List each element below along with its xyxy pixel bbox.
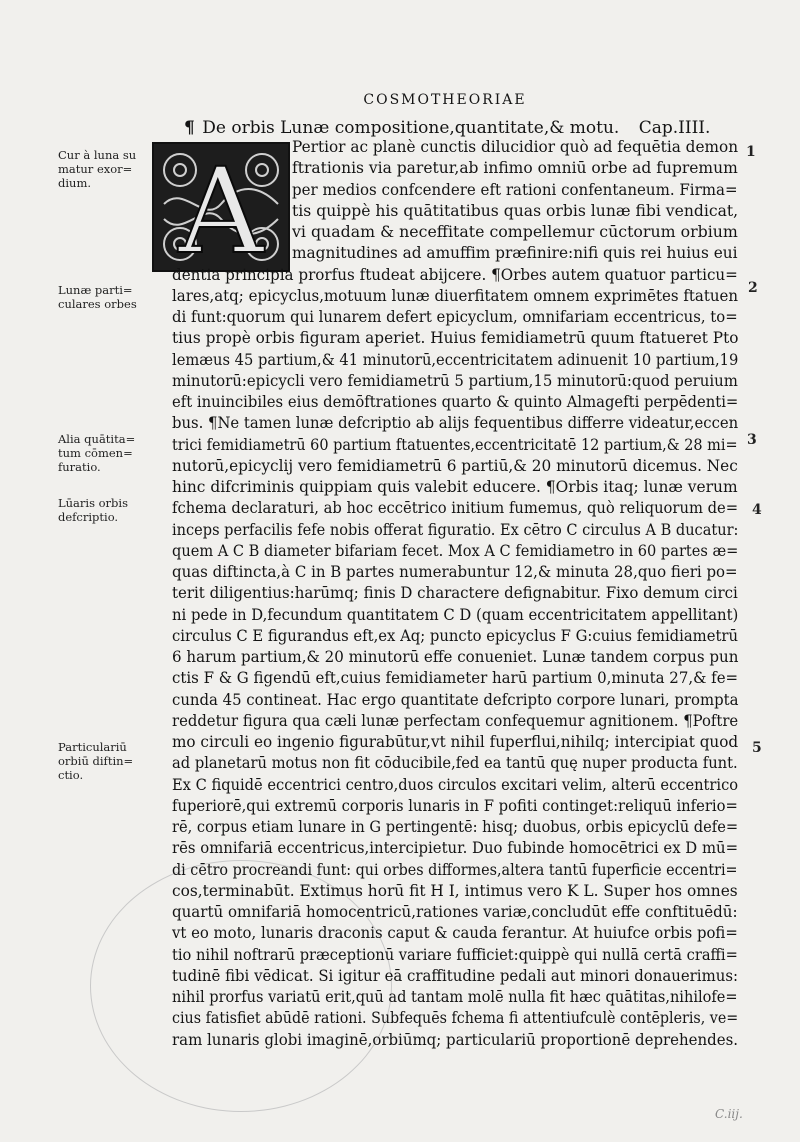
text-line: quas diftincta,à C in B partes numerabuntur 12,& minuta 28,quo fieri po= <box>172 563 738 581</box>
margin-note-line: Lunæ parti= <box>58 283 133 297</box>
pilcrow-mark: ¶ <box>184 118 195 138</box>
margin-note-line: furatio. <box>58 460 101 474</box>
text-line: lares,atq; epicyclus,motuum lunæ diuerfitatem omnem exprimētes ftatuen <box>172 286 739 305</box>
text-line: fchema declaraturi, ab hoc eccētrico initium fumemus, quò reliquorum de= <box>172 499 739 518</box>
text-line: trici femidiametrū 60 partium ftatuentes,eccentricitatē 12 partium,& 28 mi= <box>172 435 738 454</box>
margin-note-line: ctio. <box>58 768 84 782</box>
text-line: rē, corpus etiam lunare in G pertingentē: hisq; duobus, orbis epicyclū defe= <box>172 818 739 836</box>
margin-note-line: Cur à luna su <box>58 148 137 162</box>
text-line: lemæus 45 partium,& 41 minutorū,eccentricitatem adinuenit 10 partium,19 <box>172 350 739 369</box>
text-line: per medios confcendere eft rationi confentaneum. Firma= <box>292 180 738 199</box>
chapter-title: De orbis Lunæ compositione,quantitate,& motu. <box>202 118 620 138</box>
text-line: vt eo moto, lunaris draconis caput & cauda ferantur. At huiufce orbis pofi= <box>172 924 738 943</box>
margin-note-line: Alia quātita= <box>58 432 136 446</box>
text-line: tudinē fibi vēdicat. Si igitur eā craffitudine pedali aut minori donauerimus: <box>172 966 738 985</box>
text-line: magnitudines ad amuffim præfinire:nifi quis rei huius eui <box>292 244 738 263</box>
text-line: hinc difcriminis quippiam quis valebit educere. ¶Orbis itaq; lunæ verum <box>172 478 738 496</box>
text-line: dentia principia prorfus ftudeat abijcere. ¶Orbes autem quatuor particu= <box>172 265 738 284</box>
text-line: ctis F & G figendū eft,cuius femidiameter harū partium 0,minuta 27,& fe= <box>172 669 739 688</box>
text-line: bus. ¶Ne tamen lunæ defcriptio ab alijs fequentibus differre videatur,eccen <box>172 414 739 433</box>
text-line: Pertior ac planè cunctis dilucidior quò ad fequētia demon <box>292 138 739 156</box>
margin-note-line: matur exor= <box>58 162 133 176</box>
text-line: reddetur figura qua cæli lunæ perfectam confequemur agnitionem. ¶Poftre <box>172 711 739 730</box>
text-line: mo circuli eo ingenio figurabūtur,vt nihil fuperflui,nihilq; intercipiat quod <box>172 733 739 751</box>
chapter-heading <box>184 118 724 138</box>
text-line: quartū omnifariā homocentricū,rationes variæ,concludūt effe conftituēdū: <box>172 903 738 921</box>
text-line: tis quippè his quātitatibus quas orbis lunæ fibi vendicat, <box>292 201 739 220</box>
catchword: C.iij. <box>715 1107 743 1121</box>
text-line: cos,terminabūt. Extimus horū fit H I, intimus vero K L. Super hos omnes <box>172 881 738 900</box>
text-line: ni pede in D,fecundum quantitatem C D (quam eccentricitatem appellitant) <box>172 605 739 624</box>
text-line: ram lunaris globi imaginē,orbiūmq; particulariū proportionē deprehendes. <box>172 1030 739 1049</box>
margin-note <box>58 432 153 474</box>
text-line: nutorū,epicyclij vero femidiametrū 6 partiū,& 20 minutorū dicemus. Nec <box>172 456 738 475</box>
initial-glyph: A <box>178 144 264 270</box>
section-number: 4 <box>752 502 762 518</box>
margin-note-line: tum cōmen= <box>58 446 133 460</box>
text-line: tius propè orbis figuram aperiet. Huius femidiametrū quum ftatueret Pto <box>172 329 739 348</box>
text-line: cius fatisfiet abūdē rationi. Subfequēs fchema fi attentiufculè contēpleris, ve= <box>172 1009 739 1028</box>
margin-note <box>58 283 153 311</box>
running-head: COSMOTHEORIAE <box>363 92 527 108</box>
text-line: di cētro procreandi funt: qui orbes difformes,altera tantū fuperficie eccentri= <box>172 860 738 879</box>
section-number: 5 <box>752 740 762 756</box>
section-number: 2 <box>748 280 758 296</box>
text-line: eft inuincibiles eius demōftrationes quarto & quinto Almagefti perpēdenti= <box>172 393 739 411</box>
text-line: ftrationis via paretur,ab infimo omniū orbe ad fupremum <box>292 159 738 178</box>
chapter-number: Cap.IIII. <box>638 118 711 138</box>
text-line: tio nihil noftrarū præceptionū variare fufficiet:quippè qui nullā certā craffi= <box>172 945 738 964</box>
text-line: terit diligentius:harūmq; finis D charactere defignabitur. Fixo demum circi <box>172 584 738 603</box>
text-line: fuperiorē,qui extremū corporis lunaris in F pofiti continget:reliquū inferio= <box>172 796 738 815</box>
margin-note-line: culares orbes <box>58 297 137 311</box>
text-line: Ex C fiquidē eccentrici centro,duos circulos excitari velim, alterū eccentrico <box>172 775 739 794</box>
text-line: di funt:quorum qui lunarem defert epicyclum, omnifariam eccentricus, to= <box>172 308 738 326</box>
margin-note-line: Particulariū <box>58 740 127 754</box>
margin-note-line: defcriptio. <box>58 510 119 524</box>
text-line: circulus C E figurandus eft,ex Aq; puncto epicyclus F G:cuius femidiametrū <box>172 626 738 645</box>
text-line: 6 harum partium,& 20 minutorū effe conueniet. Lunæ tandem corpus pun <box>172 648 739 666</box>
text-line: cunda 45 contineat. Hac ergo quantitate defcripto corpore lunari, prompta <box>172 690 739 709</box>
text-line: nihil prorfus variatū erit,quū ad tantam molē nulla fit hæc quātitas,nihilofe= <box>172 988 738 1006</box>
text-line: rēs omnifariā eccentricus,intercipietur. Duo fubinde homocētrici ex D mū= <box>172 839 739 858</box>
text-line: quem A C B diameter bifariam fecet. Mox A C femidiametro in 60 partes æ= <box>172 541 739 560</box>
section-number: 3 <box>747 432 757 448</box>
text-line: vi quadam & neceffitate compellemur cūctorum orbium <box>292 223 738 241</box>
text-line: minutorū:epicycli vero femidiametrū 5 partium,15 minutorū:quod peruium <box>172 371 738 390</box>
margin-note-line: orbiū diftin= <box>58 754 134 768</box>
margin-note <box>58 496 153 524</box>
margin-note <box>58 148 153 190</box>
margin-note-line: dium. <box>58 176 92 190</box>
section-number: 1 <box>746 144 756 160</box>
decorated-initial-letter <box>152 142 290 272</box>
margin-note <box>58 740 153 782</box>
decorated-initial-letter-a <box>154 144 288 270</box>
margin-note-line: Lūaris orbis <box>58 496 128 510</box>
text-line: inceps perfacilis fefe nobis offerat figuratio. Ex cētro C circulus A B ducatur: <box>172 520 739 539</box>
text-line: ad planetarū motus non fit cōducibile,fed ea tantū quę nuper producta funt. <box>172 754 738 773</box>
